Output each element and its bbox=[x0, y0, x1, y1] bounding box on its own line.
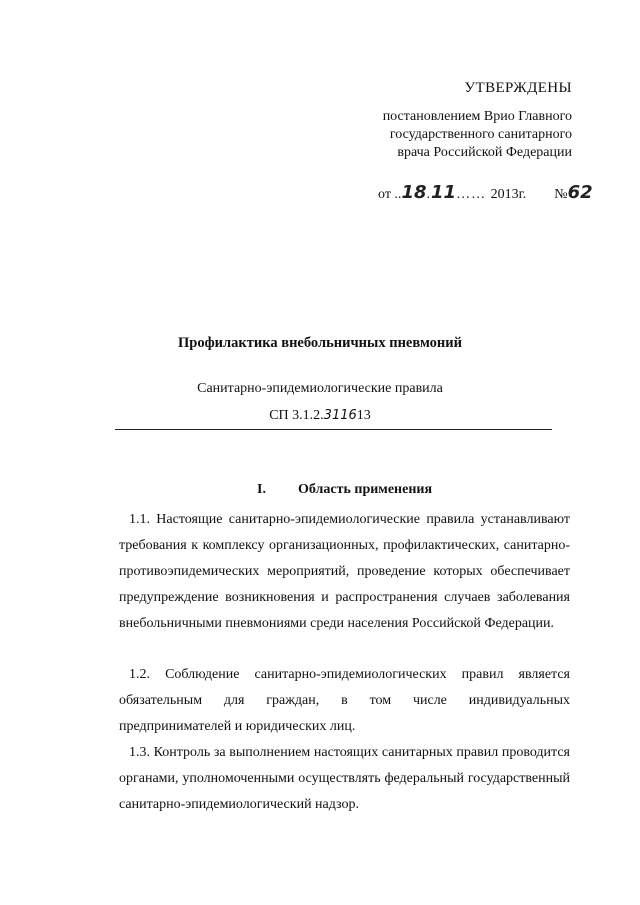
dot-filler: …… bbox=[456, 187, 491, 202]
dot-filler: . bbox=[426, 187, 431, 202]
handwritten-day: 18 bbox=[401, 182, 427, 203]
decree-line: врача Российской Федерации bbox=[397, 145, 572, 160]
decree-line: постановлением Врио Главного bbox=[382, 109, 572, 124]
code-prefix: СП 3.1.2. bbox=[269, 408, 324, 423]
decree-line: государственного санитарного bbox=[389, 127, 572, 142]
section-number: I. bbox=[257, 482, 266, 497]
code-suffix: 13 bbox=[356, 408, 371, 423]
paragraph-1-3: 1.3. Контроль за выполнением настоящих санитарных правил проводится органами, уполномоченными осуществлять федеральный государственный санитарно-эпидемиологический надзор. bbox=[119, 745, 570, 812]
paragraph-1-1: 1.1. Настоящие санитарно-эпидемиологические правила устанавливают требования к комплексу организационных, профилактических, санитарно-противоэпидемических мероприятий, проведение которых обеспечивает предупреждение возникновения и распространения случаев заболевания внебольничными пневмониями среди населения Российской Федерации. bbox=[119, 512, 570, 631]
horizontal-divider bbox=[115, 429, 552, 430]
date-year: 2013г. bbox=[490, 187, 527, 202]
handwritten-month: 11 bbox=[431, 182, 457, 203]
handwritten-code-number: 3116 bbox=[323, 408, 357, 423]
section-title: Область применения bbox=[298, 482, 433, 497]
document-title: Профилактика внебольничных пневмоний bbox=[178, 335, 462, 351]
approved-heading: УТВЕРЖДЕНЫ bbox=[464, 80, 572, 96]
decree-block bbox=[292, 108, 572, 162]
date-prefix: от .. bbox=[378, 187, 402, 202]
rules-code bbox=[0, 408, 640, 424]
handwritten-number: 62 bbox=[567, 182, 593, 203]
approval-date-line bbox=[378, 182, 593, 203]
paragraph-1-2: 1.2. Соблюдение санитарно-эпидемиологических правил является обязательным для граждан, в том числе индивидуальных предпринимателей и юридических лиц. bbox=[119, 667, 570, 734]
number-label: № bbox=[554, 187, 568, 202]
document-subtitle: Санитарно-эпидемиологические правила bbox=[197, 381, 443, 396]
